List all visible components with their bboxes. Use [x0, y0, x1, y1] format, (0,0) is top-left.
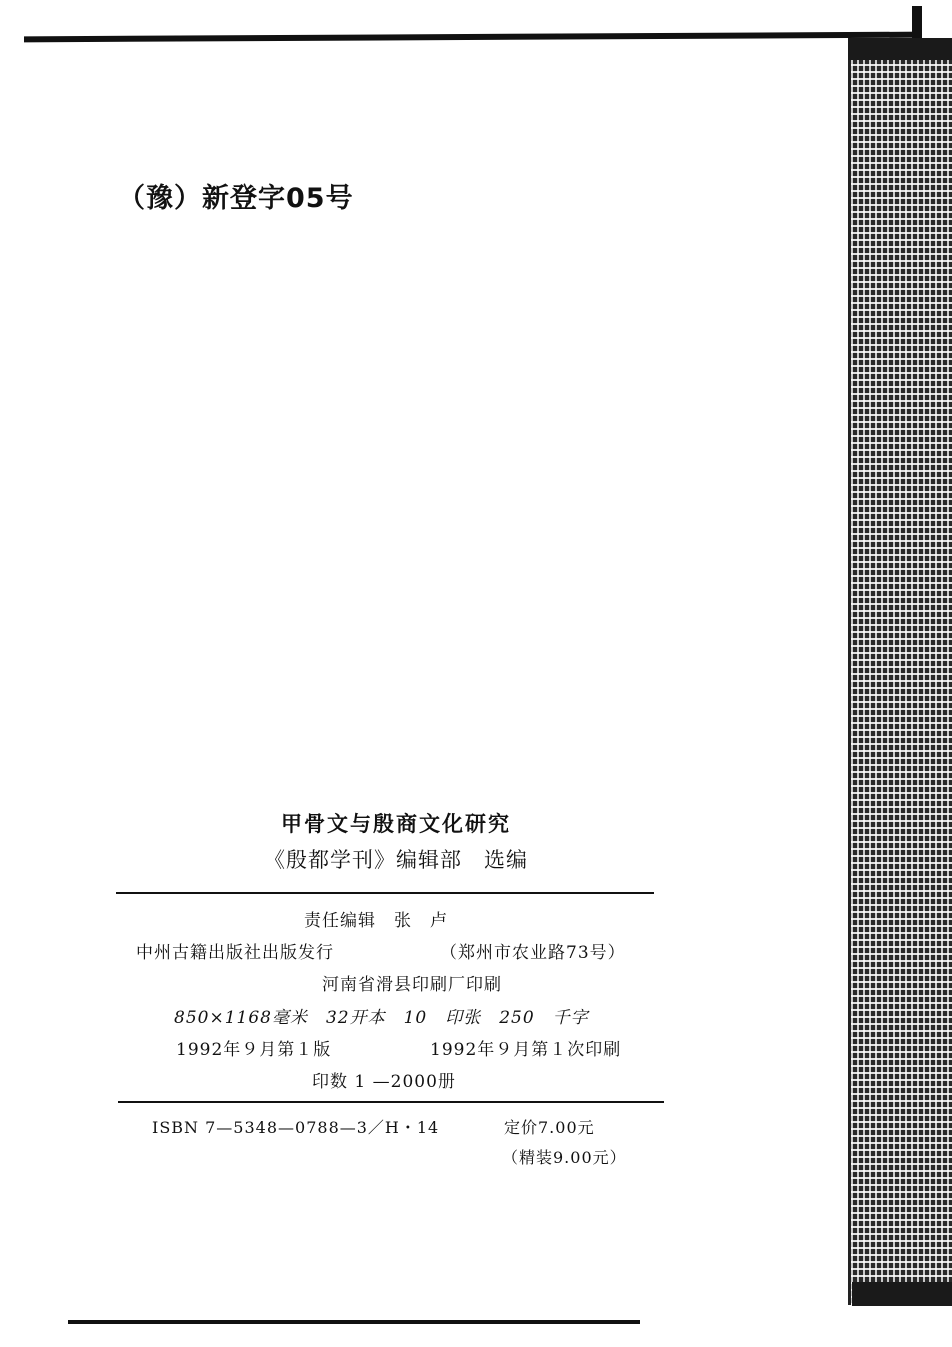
book-format: 850×1168毫米 32开本 10 印张 250 千字	[174, 1008, 589, 1028]
top-edge-rule	[24, 32, 920, 43]
responsible-editor: 责任编辑 张 卢	[304, 911, 448, 931]
binding-strip	[848, 60, 952, 1305]
bottom-edge-rule	[68, 1320, 640, 1324]
isbn: ISBN 7—5348—0788—3／H・14	[152, 1118, 440, 1137]
top-corner-mark	[912, 6, 922, 42]
printing: 1992年９月第１次印刷	[430, 1040, 622, 1060]
price: 定价7.00元	[504, 1118, 595, 1137]
book-editor: 《殷都学刊》编辑部 选编	[264, 848, 528, 872]
print-run: 印数 1 —2000册	[312, 1072, 456, 1092]
binding-bottom-shadow	[852, 1282, 952, 1306]
book-title: 甲骨文与殷商文化研究	[281, 812, 511, 836]
colophon-bottom-rule	[118, 1101, 664, 1103]
edition: 1992年９月第１版	[176, 1040, 332, 1060]
printer: 河南省滑县印刷厂印刷	[322, 975, 502, 995]
price-hardcover: （精装9.00元）	[502, 1148, 627, 1167]
publisher-address: （郑州市农业路73号）	[440, 943, 626, 963]
colophon-top-rule	[116, 892, 654, 894]
registration-number: （豫）新登字05号	[118, 183, 354, 214]
publisher: 中州古籍出版社出版发行	[136, 943, 334, 963]
